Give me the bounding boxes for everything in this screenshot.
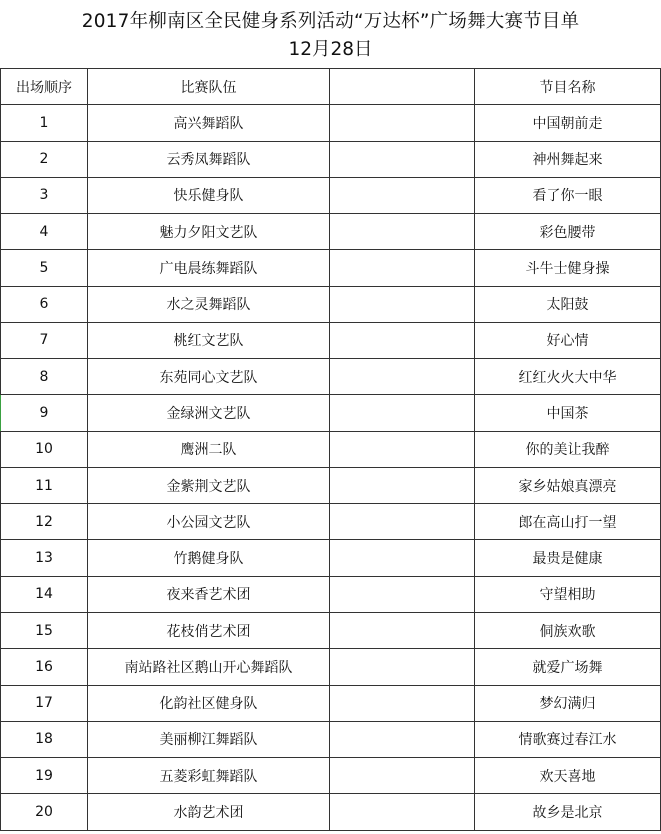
program-cell: 看了你一眼 bbox=[475, 177, 661, 213]
program-cell: 红红火火大中华 bbox=[475, 359, 661, 395]
table-row bbox=[1, 540, 661, 576]
table-row bbox=[1, 177, 661, 213]
order-cell: 13 bbox=[1, 540, 88, 576]
team-cell: 东苑同心文艺队 bbox=[88, 359, 330, 395]
blank-cell bbox=[330, 721, 475, 757]
table-row bbox=[1, 721, 661, 757]
table-row bbox=[1, 395, 661, 431]
blank-cell bbox=[330, 177, 475, 213]
program-cell: 中国茶 bbox=[475, 395, 661, 431]
blank-cell bbox=[330, 504, 475, 540]
table-row bbox=[1, 250, 661, 286]
order-cell: 15 bbox=[1, 612, 88, 648]
program-cell: 斗牛士健身操 bbox=[475, 250, 661, 286]
table-row bbox=[1, 794, 661, 830]
program-cell: 郎在高山打一望 bbox=[475, 504, 661, 540]
table-row bbox=[1, 504, 661, 540]
blank-cell bbox=[330, 322, 475, 358]
team-cell: 云秀凤舞蹈队 bbox=[88, 141, 330, 177]
team-cell: 竹鹅健身队 bbox=[88, 540, 330, 576]
document-title: 2017年柳南区全民健身系列活动“万达杯”广场舞大赛节目单 bbox=[81, 11, 580, 32]
blank-cell bbox=[330, 214, 475, 250]
header-team: 比赛队伍 bbox=[88, 69, 330, 105]
blank-cell bbox=[330, 250, 475, 286]
order-cell: 17 bbox=[1, 685, 88, 721]
team-cell: 水韵艺术团 bbox=[88, 794, 330, 830]
blank-cell bbox=[330, 431, 475, 467]
order-cell: 2 bbox=[1, 141, 88, 177]
table-row bbox=[1, 431, 661, 467]
header-program: 节目名称 bbox=[475, 69, 661, 105]
team-cell: 桃红文艺队 bbox=[88, 322, 330, 358]
program-cell: 欢天喜地 bbox=[475, 758, 661, 794]
blank-cell bbox=[330, 758, 475, 794]
order-cell: 8 bbox=[1, 359, 88, 395]
team-cell: 五菱彩虹舞蹈队 bbox=[88, 758, 330, 794]
team-cell: 夜来香艺术团 bbox=[88, 576, 330, 612]
blank-cell bbox=[330, 359, 475, 395]
order-cell: 14 bbox=[1, 576, 88, 612]
team-cell: 美丽柳江舞蹈队 bbox=[88, 721, 330, 757]
team-cell: 高兴舞蹈队 bbox=[88, 105, 330, 141]
table-row bbox=[1, 141, 661, 177]
blank-cell bbox=[330, 612, 475, 648]
document-date: 12月28日 bbox=[288, 39, 373, 60]
table-row bbox=[1, 359, 661, 395]
team-cell: 化韵社区健身队 bbox=[88, 685, 330, 721]
team-cell: 广电晨练舞蹈队 bbox=[88, 250, 330, 286]
order-cell: 5 bbox=[1, 250, 88, 286]
order-cell: 3 bbox=[1, 177, 88, 213]
table-row bbox=[1, 105, 661, 141]
team-cell: 金紫荆文艺队 bbox=[88, 467, 330, 503]
program-cell: 侗族欢歌 bbox=[475, 612, 661, 648]
blank-cell bbox=[330, 286, 475, 322]
table-header-row bbox=[1, 69, 661, 105]
blank-cell bbox=[330, 540, 475, 576]
team-cell: 南站路社区鹅山开心舞蹈队 bbox=[88, 649, 330, 685]
document-header bbox=[0, 0, 661, 68]
header-order: 出场顺序 bbox=[1, 69, 88, 105]
program-cell: 中国朝前走 bbox=[475, 105, 661, 141]
program-cell: 你的美让我醉 bbox=[475, 431, 661, 467]
table-row bbox=[1, 612, 661, 648]
program-cell: 太阳鼓 bbox=[475, 286, 661, 322]
order-cell: 19 bbox=[1, 758, 88, 794]
blank-cell bbox=[330, 395, 475, 431]
order-cell: 18 bbox=[1, 721, 88, 757]
program-cell: 梦幻满归 bbox=[475, 685, 661, 721]
blank-cell bbox=[330, 576, 475, 612]
order-cell: 20 bbox=[1, 794, 88, 830]
program-cell: 故乡是北京 bbox=[475, 794, 661, 830]
team-cell: 鹰洲二队 bbox=[88, 431, 330, 467]
order-cell: 12 bbox=[1, 504, 88, 540]
order-cell: 4 bbox=[1, 214, 88, 250]
table-row bbox=[1, 758, 661, 794]
team-cell: 快乐健身队 bbox=[88, 177, 330, 213]
blank-cell bbox=[330, 649, 475, 685]
program-table bbox=[0, 68, 661, 831]
program-cell: 情歌赛过春江水 bbox=[475, 721, 661, 757]
blank-cell bbox=[330, 105, 475, 141]
program-cell: 最贵是健康 bbox=[475, 540, 661, 576]
order-cell: 16 bbox=[1, 649, 88, 685]
team-cell: 金绿洲文艺队 bbox=[88, 395, 330, 431]
order-cell: 1 bbox=[1, 105, 88, 141]
program-cell: 神州舞起来 bbox=[475, 141, 661, 177]
blank-cell bbox=[330, 794, 475, 830]
program-cell: 就爱广场舞 bbox=[475, 649, 661, 685]
team-cell: 水之灵舞蹈队 bbox=[88, 286, 330, 322]
program-cell: 彩色腰带 bbox=[475, 214, 661, 250]
program-cell: 家乡姑娘真漂亮 bbox=[475, 467, 661, 503]
order-cell: 11 bbox=[1, 467, 88, 503]
table-row bbox=[1, 576, 661, 612]
order-cell: 6 bbox=[1, 286, 88, 322]
header-blank bbox=[330, 69, 475, 105]
table-body bbox=[1, 105, 661, 830]
table-row bbox=[1, 214, 661, 250]
team-cell: 小公园文艺队 bbox=[88, 504, 330, 540]
program-cell: 守望相助 bbox=[475, 576, 661, 612]
table-row bbox=[1, 467, 661, 503]
program-cell: 好心情 bbox=[475, 322, 661, 358]
blank-cell bbox=[330, 467, 475, 503]
table-row bbox=[1, 685, 661, 721]
blank-cell bbox=[330, 685, 475, 721]
table-row bbox=[1, 322, 661, 358]
order-cell: 10 bbox=[1, 431, 88, 467]
team-cell: 花枝俏艺术团 bbox=[88, 612, 330, 648]
team-cell: 魅力夕阳文艺队 bbox=[88, 214, 330, 250]
table-row bbox=[1, 649, 661, 685]
order-cell: 9 bbox=[1, 395, 88, 431]
order-cell: 7 bbox=[1, 322, 88, 358]
table-row bbox=[1, 286, 661, 322]
blank-cell bbox=[330, 141, 475, 177]
